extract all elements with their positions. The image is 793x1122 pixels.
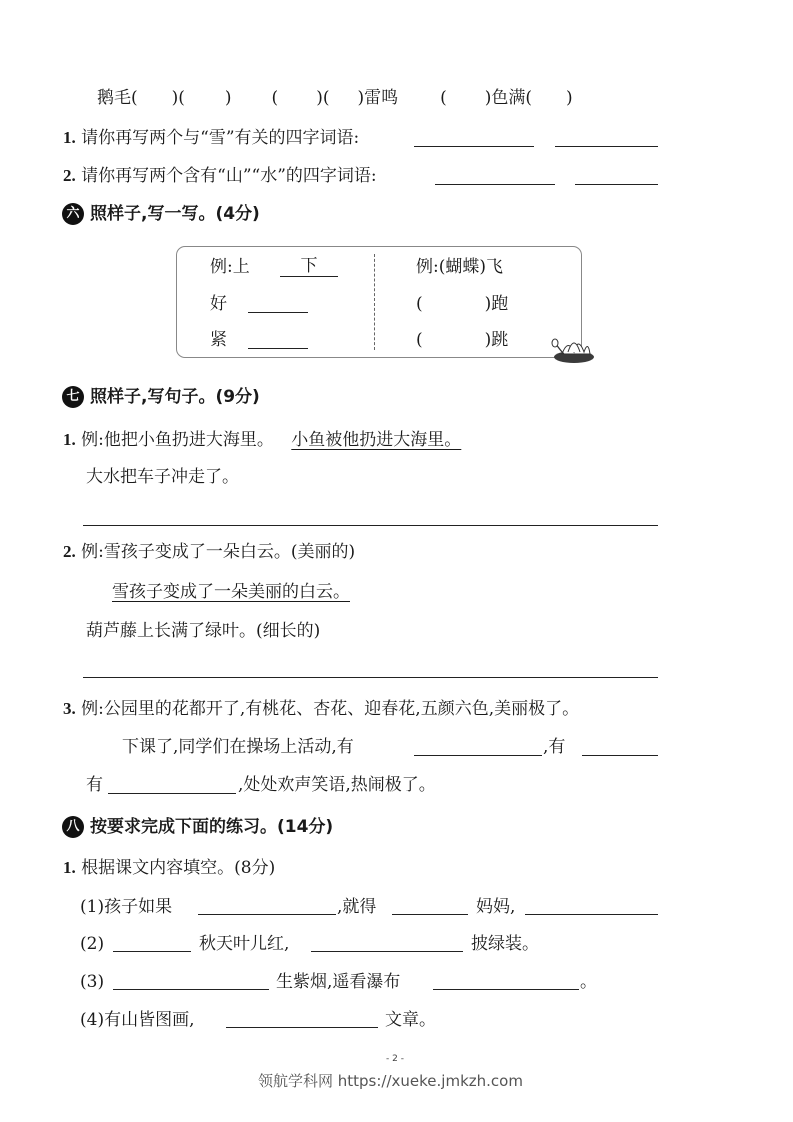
question-number: 3. [63, 699, 76, 718]
box-divider [374, 254, 375, 350]
question-number: 2. [63, 542, 76, 561]
section-badge: 六 [62, 203, 84, 225]
idiom-text: )色满( [484, 88, 532, 108]
fill-text: (1)孩子如果 [80, 897, 173, 917]
idiom-text: )( [316, 88, 330, 108]
example-answer: 下 [280, 256, 338, 277]
section-title: 按要求完成下面的练习。(14分) [90, 817, 334, 837]
question-snow [63, 127, 359, 149]
antonym-example [210, 256, 250, 278]
idiom-text: ) [224, 88, 232, 108]
answer-line[interactable] [582, 755, 658, 756]
answer-line[interactable] [198, 914, 336, 915]
section-6-heading [62, 203, 260, 225]
antonym-word: 好 [210, 294, 227, 314]
answer-line[interactable] [525, 914, 658, 915]
answer-line[interactable] [555, 146, 658, 147]
fill-text: (4)有山皆图画, [80, 1010, 195, 1030]
answer-line[interactable] [414, 146, 534, 147]
antonym-word: 紧 [210, 330, 227, 350]
answer-line[interactable] [311, 951, 463, 952]
question-number: 1. [63, 430, 76, 449]
answer-line[interactable] [433, 989, 579, 990]
section-badge: 七 [62, 386, 84, 408]
verb-word: )跑 [484, 294, 509, 314]
s7-item-3 [63, 698, 579, 720]
task-sentence: 大水把车子冲走了。 [86, 467, 239, 487]
answer-line[interactable] [83, 525, 658, 526]
s7-item-1 [63, 429, 461, 451]
question-text: 请你再写两个与“雪”有关的四字词语: [81, 128, 360, 148]
verb-example: 例:(蝴蝶)飞 [416, 257, 503, 277]
site-watermark: 领航学科网 https://xueke.jmkzh.com [258, 1072, 523, 1090]
question-number: 2. [63, 166, 76, 185]
idiom-text: 鹅毛( [97, 88, 138, 108]
antonym-answer-line[interactable] [248, 312, 308, 313]
section-title: 照样子,写句子。(9分) [90, 387, 260, 407]
section-title: 照样子,写一写。(4分) [90, 204, 260, 224]
answer-line[interactable] [575, 184, 658, 185]
lotus-icon [548, 330, 596, 366]
fill-text: (3) [80, 972, 105, 992]
example-sentence: 例:他把小鱼扔进大海里。 [81, 430, 274, 450]
fill-text: 生紫烟,遥看瀑布 [276, 972, 401, 992]
question-text: 请你再写两个含有“山”“水”的四字词语: [81, 166, 377, 186]
idiom-row [97, 87, 573, 109]
fill-text: 秋天叶儿红, [199, 934, 290, 954]
section-badge: 八 [62, 816, 84, 838]
fill-text: 妈妈, [476, 897, 516, 917]
answer-line[interactable] [392, 914, 468, 915]
example-label: 例:上 [210, 257, 250, 277]
fill-text: 披绿装。 [471, 934, 539, 954]
answer-line[interactable] [113, 989, 269, 990]
example-sentence: 例:公园里的花都开了,有桃花、杏花、迎春花,五颜六色,美丽极了。 [81, 699, 580, 719]
task-text: 下课了,同学们在操场上活动,有 [122, 737, 354, 757]
idiom-text: )( [171, 88, 185, 108]
antonym-answer-line[interactable] [248, 348, 308, 349]
task-text: ,处处欢声笑语,热闹极了。 [238, 775, 436, 795]
idiom-text: ) [566, 88, 573, 108]
example-answer: 小鱼被他扔进大海里。 [291, 430, 462, 450]
idiom-text: )雷鸣 [357, 88, 399, 108]
answer-line[interactable] [435, 184, 555, 185]
verb-row [416, 329, 508, 351]
answer-line[interactable] [226, 1027, 378, 1028]
task-text: 有 [86, 775, 103, 795]
answer-line[interactable] [113, 951, 191, 952]
fill-text: 。 [580, 972, 597, 992]
idiom-text: ( [440, 88, 447, 108]
page-number: - 2 - [386, 1054, 404, 1064]
task-text: ,有 [543, 737, 566, 757]
idiom-text: ( [271, 88, 279, 108]
fill-text: 文章。 [385, 1010, 436, 1030]
question-text: 根据课文内容填空。(8分) [81, 858, 276, 878]
s7-item-2 [63, 541, 355, 563]
paren-open: ( [416, 294, 423, 314]
answer-line[interactable] [108, 793, 236, 794]
s8-q1 [63, 857, 275, 879]
task-line-1 [122, 736, 354, 758]
fill-text: ,就得 [337, 897, 377, 917]
section-8-heading [62, 816, 333, 838]
section-7-heading [62, 386, 260, 408]
fill-text: (2) [80, 934, 105, 954]
paren-open: ( [416, 330, 423, 350]
question-number: 1. [63, 128, 76, 147]
example-sentence: 例:雪孩子变成了一朵白云。(美丽的) [81, 542, 356, 562]
question-number: 1. [63, 858, 76, 877]
question-mountain-water [63, 165, 377, 187]
answer-line[interactable] [414, 755, 542, 756]
example-answer: 雪孩子变成了一朵美丽的白云。 [112, 582, 350, 602]
verb-row [416, 293, 508, 315]
task-sentence: 葫芦藤上长满了绿叶。(细长的) [86, 621, 321, 641]
answer-line[interactable] [83, 677, 658, 678]
verb-word: )跳 [484, 330, 509, 350]
